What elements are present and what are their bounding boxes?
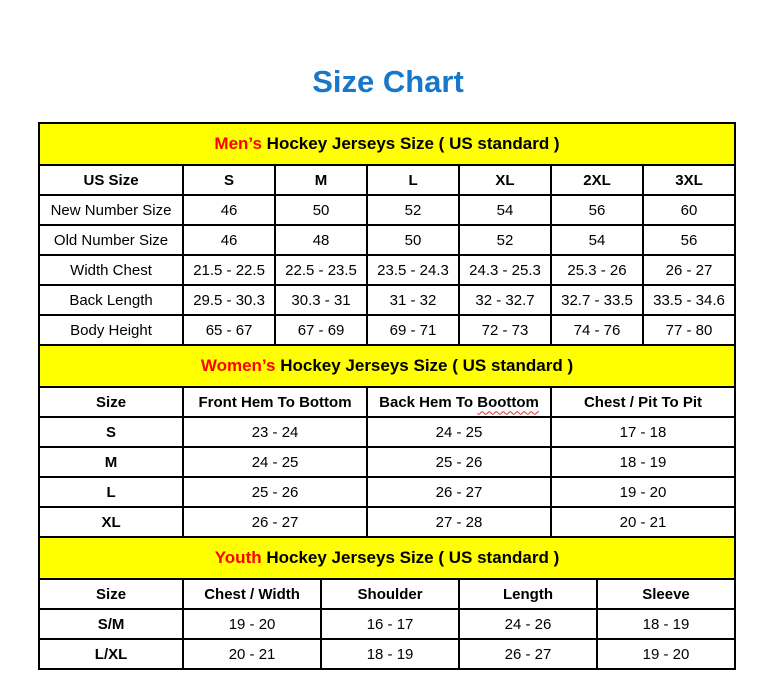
- size-value-cell: 48: [275, 225, 367, 255]
- size-value-cell: 25 - 26: [367, 447, 551, 477]
- size-value-cell: 25 - 26: [183, 477, 367, 507]
- size-value-cell: 52: [459, 225, 551, 255]
- size-value-cell: 18 - 19: [551, 447, 735, 477]
- page-title: Size Chart: [312, 64, 464, 99]
- size-value-cell: 23.5 - 24.3: [367, 255, 459, 285]
- size-value-cell: 52: [367, 195, 459, 225]
- size-value-cell: 24.3 - 25.3: [459, 255, 551, 285]
- row-label: Back Length: [39, 285, 183, 315]
- row-label: L/XL: [39, 639, 183, 669]
- size-value-cell: 74 - 76: [551, 315, 643, 345]
- table-row: [39, 315, 735, 345]
- size-value-cell: 17 - 18: [551, 417, 735, 447]
- size-value-cell: 26 - 27: [183, 507, 367, 537]
- size-value-cell: 26 - 27: [643, 255, 735, 285]
- size-value-cell: 22.5 - 23.5: [275, 255, 367, 285]
- table-row: [39, 285, 735, 315]
- youth-size-table: [38, 536, 736, 670]
- column-header: 3XL: [643, 165, 735, 195]
- size-value-cell: 29.5 - 30.3: [183, 285, 275, 315]
- size-value-cell: 77 - 80: [643, 315, 735, 345]
- column-header: Size: [39, 579, 183, 609]
- youth-column-header-row: [39, 579, 735, 609]
- table-row: [39, 639, 735, 669]
- size-value-cell: 18 - 19: [597, 609, 735, 639]
- youth-section-header: Youth Hockey Jerseys Size ( US standard ): [39, 537, 735, 579]
- size-value-cell: 26 - 27: [367, 477, 551, 507]
- size-value-cell: 19 - 20: [551, 477, 735, 507]
- misspelled-word: Boottom: [477, 393, 539, 411]
- table-row: [39, 417, 735, 447]
- womens-section-header: Women’s Hockey Jerseys Size ( US standard ): [39, 345, 735, 387]
- size-value-cell: 20 - 21: [551, 507, 735, 537]
- size-value-cell: 54: [551, 225, 643, 255]
- column-header: Length: [459, 579, 597, 609]
- size-value-cell: 20 - 21: [183, 639, 321, 669]
- column-header: XL: [459, 165, 551, 195]
- womens-section-row: [39, 345, 735, 387]
- size-value-cell: 21.5 - 22.5: [183, 255, 275, 285]
- table-row: [39, 447, 735, 477]
- size-value-cell: 67 - 69: [275, 315, 367, 345]
- column-header: S: [183, 165, 275, 195]
- column-header: Size: [39, 387, 183, 417]
- table-row: [39, 195, 735, 225]
- youth-section-row: [39, 537, 735, 579]
- column-header: 2XL: [551, 165, 643, 195]
- youth-section-accent: Youth: [214, 548, 262, 567]
- size-value-cell: 60: [643, 195, 735, 225]
- size-value-cell: 32.7 - 33.5: [551, 285, 643, 315]
- row-label: XL: [39, 507, 183, 537]
- column-header: Front Hem To Bottom: [183, 387, 367, 417]
- column-header: M: [275, 165, 367, 195]
- row-label: New Number Size: [39, 195, 183, 225]
- mens-column-header-row: [39, 165, 735, 195]
- size-value-cell: 69 - 71: [367, 315, 459, 345]
- size-value-cell: 23 - 24: [183, 417, 367, 447]
- size-value-cell: 18 - 19: [321, 639, 459, 669]
- table-row: [39, 609, 735, 639]
- size-value-cell: 26 - 27: [459, 639, 597, 669]
- table-row: [39, 225, 735, 255]
- size-value-cell: 24 - 25: [183, 447, 367, 477]
- size-value-cell: 19 - 20: [183, 609, 321, 639]
- size-value-cell: 46: [183, 225, 275, 255]
- column-header: Sleeve: [597, 579, 735, 609]
- size-value-cell: 33.5 - 34.6: [643, 285, 735, 315]
- row-label: Body Height: [39, 315, 183, 345]
- column-header: US Size: [39, 165, 183, 195]
- column-header: L: [367, 165, 459, 195]
- womens-size-table: [38, 344, 736, 538]
- size-value-cell: 46: [183, 195, 275, 225]
- size-value-cell: 16 - 17: [321, 609, 459, 639]
- mens-section-accent: Men’s: [214, 134, 262, 153]
- size-value-cell: 31 - 32: [367, 285, 459, 315]
- size-value-cell: 30.3 - 31: [275, 285, 367, 315]
- size-value-cell: 24 - 26: [459, 609, 597, 639]
- column-header: Chest / Pit To Pit: [551, 387, 735, 417]
- size-value-cell: 56: [551, 195, 643, 225]
- size-tables-container: [38, 122, 736, 670]
- womens-section-accent: Women’s: [200, 356, 276, 375]
- column-header: Chest / Width: [183, 579, 321, 609]
- row-label: Old Number Size: [39, 225, 183, 255]
- row-label: L: [39, 477, 183, 507]
- size-value-cell: 24 - 25: [367, 417, 551, 447]
- mens-size-table: [38, 122, 736, 346]
- row-label: S: [39, 417, 183, 447]
- row-label: M: [39, 447, 183, 477]
- row-label: S/M: [39, 609, 183, 639]
- size-value-cell: 50: [275, 195, 367, 225]
- womens-column-header-row: [39, 387, 735, 417]
- size-value-cell: 27 - 28: [367, 507, 551, 537]
- size-value-cell: 25.3 - 26: [551, 255, 643, 285]
- size-value-cell: 19 - 20: [597, 639, 735, 669]
- size-value-cell: 65 - 67: [183, 315, 275, 345]
- column-header: Shoulder: [321, 579, 459, 609]
- size-value-cell: 32 - 32.7: [459, 285, 551, 315]
- table-row: [39, 507, 735, 537]
- size-value-cell: 50: [367, 225, 459, 255]
- size-value-cell: 56: [643, 225, 735, 255]
- size-value-cell: 72 - 73: [459, 315, 551, 345]
- size-value-cell: 54: [459, 195, 551, 225]
- mens-section-row: [39, 123, 735, 165]
- table-row: [39, 255, 735, 285]
- table-row: [39, 477, 735, 507]
- row-label: Width Chest: [39, 255, 183, 285]
- mens-section-header: Men’s Hockey Jerseys Size ( US standard ): [39, 123, 735, 165]
- column-header: Back Hem To Boottom: [367, 387, 551, 417]
